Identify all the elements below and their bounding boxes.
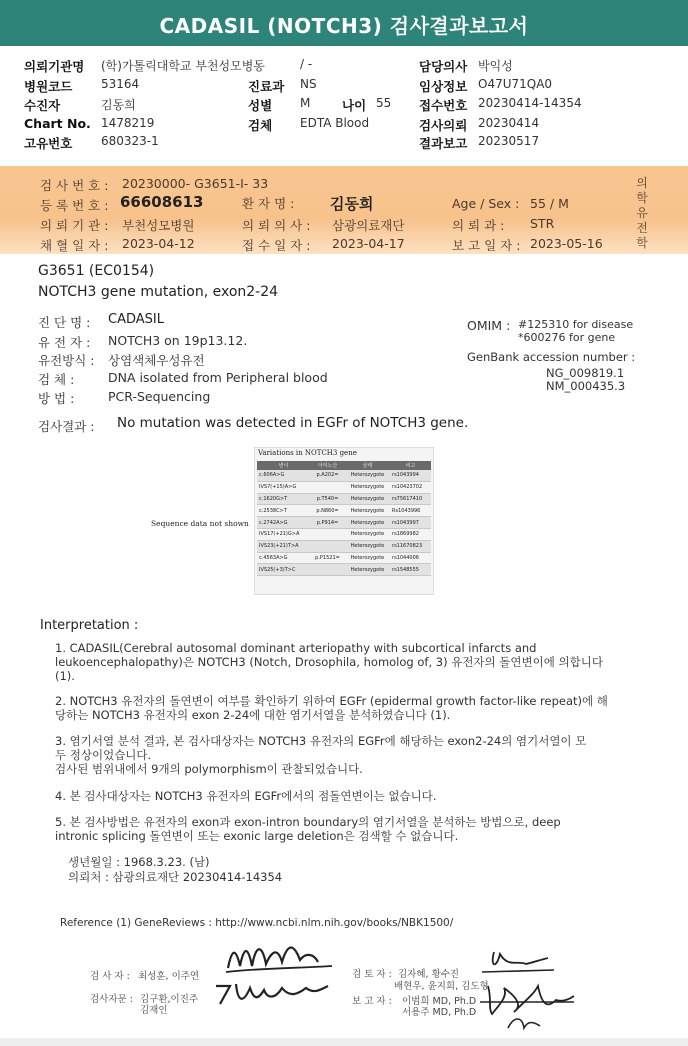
receipt-value: 20230414-14354: [478, 96, 582, 110]
spec-label: 검 체 :: [38, 372, 75, 387]
table-cell: Heterozygote: [345, 481, 390, 493]
omim-label: OMIM :: [467, 318, 511, 333]
tester-names: 최성훈, 이주연: [138, 971, 200, 982]
table-cell: Heterozygote: [345, 564, 390, 576]
result-value: No mutation was detected in EGFr of NOTCH3 gene.: [117, 415, 469, 431]
interp-p4: 4. 본 검사대상자는 NOTCH3 유전자의 EGFr에서의 점돌연변이는 없습니다.: [55, 789, 437, 803]
interp-p3-line1: 3. 염기서열 분석 결과, 본 검사대상자는 NOTCH3 유전자의 EGFr에 해당하는 exon2-24의 염기서열이 모: [55, 734, 587, 748]
table-row: [257, 505, 431, 517]
tester-label: 검 사 자 :: [90, 971, 130, 982]
tester-signature: [222, 938, 337, 978]
dept-label: 진료과: [248, 79, 285, 94]
department-vertical-label: 의학유전학: [636, 176, 648, 250]
hospital-extra: / -: [300, 57, 313, 71]
diag-label: 진 단 명 :: [38, 315, 91, 330]
interp-p2-line1: 2. NOTCH3 유전자의 돌연변이 여부를 확인하기 위하여 EGFr (epidermal growth factor-like repeat)에 해: [55, 694, 608, 708]
test-name: NOTCH3 gene mutation, exon2-24: [38, 284, 279, 300]
interp-p1-line2: leukoencephalopathy)은 NOTCH3 (Notch, Drosophila, homolog of, 3) 유전자의 돌연변이에 의합니다: [55, 655, 603, 669]
method-label: 방 법 :: [38, 391, 75, 406]
req-doc-label: 의 뢰 의 사 :: [242, 218, 311, 233]
patient-value: 김동희: [101, 98, 136, 112]
table-cell: rs1043997: [390, 517, 431, 529]
table-cell: [310, 528, 344, 540]
table-cell: IVS23(+21)T>A: [257, 540, 310, 552]
band-dept-value: STR: [530, 216, 555, 231]
reg-no-label: 등 록 번 호 :: [40, 198, 109, 213]
table-row: [257, 481, 431, 493]
table-cell: Rs1043996: [390, 505, 431, 517]
reviewer-names-1: 김자혜, 황수진: [398, 969, 460, 980]
table-cell: [310, 564, 344, 576]
variation-table: [254, 447, 434, 595]
omim-gene: *600276 for gene: [518, 331, 616, 344]
doctor-label: 담당의사: [419, 59, 468, 74]
advisor-label: 검사자문 :: [90, 994, 133, 1005]
table-row: [257, 493, 431, 505]
table-cell: p.P1521=: [310, 552, 344, 564]
reviewer-label: 검 토 자 :: [352, 969, 392, 980]
table-cell: rs11670823: [390, 540, 431, 552]
interp-p5-line1: 5. 본 검사방법은 유전자의 exon과 exon-intron boundary의 염기서열을 분석하는 방법으로, deep: [55, 815, 561, 829]
table-row: [257, 517, 431, 529]
title-bar: [0, 0, 688, 46]
reporter-signature: [478, 980, 578, 1038]
sequence-note: Sequence data not shown: [151, 519, 249, 528]
variation-table-caption: Variations in NOTCH3 gene: [258, 449, 357, 457]
unique-label: 고유번호: [24, 136, 73, 151]
omim-disease: #125310 for disease: [518, 318, 634, 331]
requester: 의뢰처 : 삼광의료재단 20230414-14354: [68, 870, 283, 884]
genbank-ng: NG_009819.1: [546, 366, 625, 380]
report-title: CADASIL (NOTCH3) 검사결과보고서: [159, 14, 529, 38]
table-cell: [310, 540, 344, 552]
table-cell: rs75617410: [390, 493, 431, 505]
table-cell: Heterozygote: [345, 528, 390, 540]
table-cell: [310, 481, 344, 493]
age-sex-value: 55 / M: [530, 196, 569, 211]
clinical-value: O47U71QA0: [478, 77, 553, 91]
clinical-label: 임상정보: [419, 79, 468, 94]
draw-label: 채 혈 일 자 :: [40, 238, 109, 253]
hospital-value: (학)가톨릭대학교 부천성모병동: [101, 59, 265, 73]
inherit-label: 유전방식 :: [38, 353, 95, 368]
request-value: 20230414: [478, 116, 540, 130]
test-no-value: 20230000- G3651-I- 33: [122, 176, 269, 191]
table-cell: Heterozygote: [345, 552, 390, 564]
age-sex-label: Age / Sex :: [452, 196, 520, 211]
advisor-names-2: 김재인: [140, 1005, 168, 1016]
interp-p3-line2: 두 정상이었습니다.: [55, 748, 152, 762]
genbank-nm: NM_000435.3: [546, 379, 626, 393]
table-cell: c.4563A>G: [257, 552, 310, 564]
report-date-label: 결과보고: [419, 136, 468, 151]
reviewer-signature: [478, 946, 558, 976]
table-row: [257, 540, 431, 552]
table-row: [257, 528, 431, 540]
specimen-label: 검체: [248, 118, 273, 133]
interp-p3-line3: 검사된 범위내에서 9개의 polymorphism이 관찰되었습니다.: [55, 762, 363, 776]
chart-label: Chart No.: [24, 116, 91, 131]
band-patient-label: 환 자 명 :: [242, 196, 295, 211]
test-code: G3651 (EC0154): [38, 263, 155, 279]
reporter-names-2: 서용주 MD, Ph.D: [402, 1007, 477, 1018]
col-header: 아미노산: [310, 461, 344, 470]
genbank-label: GenBank accession number :: [467, 350, 636, 364]
col-header: 변이: [257, 461, 310, 470]
table-cell: p.P914=: [310, 517, 344, 529]
table-cell: rs1869982: [390, 528, 431, 540]
dept-value: NS: [300, 77, 317, 91]
table-cell: Heterozygote: [345, 493, 390, 505]
band-report-value: 2023-05-16: [530, 236, 603, 251]
variation-table-grid: [257, 461, 431, 576]
table-cell: c.2538C>T: [257, 505, 310, 517]
sex-label: 성별: [248, 98, 273, 113]
advisor-names-1: 김구환,이진주: [140, 994, 199, 1005]
specimen-value: EDTA Blood: [300, 116, 370, 130]
table-cell: rs1548555: [390, 564, 431, 576]
code-label: 병원코드: [24, 79, 73, 94]
diag-value: CADASIL: [108, 312, 164, 327]
col-header: 상태: [345, 461, 390, 470]
table-cell: c.606A>G: [257, 470, 310, 481]
table-row: [257, 552, 431, 564]
gene-value: NOTCH3 on 19p13.12.: [108, 333, 248, 348]
table-row: [257, 564, 431, 576]
table-cell: Heterozygote: [345, 540, 390, 552]
draw-value: 2023-04-12: [122, 236, 195, 251]
interpretation-heading: Interpretation :: [40, 618, 139, 633]
interp-p2-line2: 당하는 NOTCH3 유전자의 exon 2-24에 대한 염기서열을 분석하였습니다 (1).: [55, 708, 451, 722]
table-cell: p.T540=: [310, 493, 344, 505]
result-label: 검사결과 :: [38, 419, 95, 434]
band-dept-label: 의 뢰 과 :: [452, 218, 505, 233]
receipt-label: 접수번호: [419, 98, 468, 113]
reporter-label: 보 고 자 :: [352, 996, 392, 1007]
band-report-label: 보 고 일 자 :: [452, 238, 521, 253]
table-cell: rs1044006: [390, 552, 431, 564]
reporter-names-1: 이범희 MD, Ph.D: [402, 996, 477, 1007]
chart-value: 1478219: [101, 116, 155, 130]
table-cell: IVS7(+15)A>G: [257, 481, 310, 493]
table-cell: Heterozygote: [345, 517, 390, 529]
interp-p5-line2: intronic splicing 돌연변이 또는 exonic large deletion은 검색할 수 없습니다.: [55, 829, 459, 843]
spec-value: DNA isolated from Peripheral blood: [108, 370, 328, 385]
unique-value: 680323-1: [101, 134, 159, 148]
reference: Reference (1) GeneReviews : http://www.ncbi.nlm.nih.gov/books/NBK1500/: [60, 917, 454, 929]
req-doc-value: 삼광의료재단: [332, 218, 405, 233]
table-cell: c.1620G>T: [257, 493, 310, 505]
recv-value: 2023-04-17: [332, 236, 405, 251]
reviewer-names-2: 배현우, 윤지희, 김도형: [394, 981, 489, 992]
table-cell: Heterozygote: [345, 505, 390, 517]
reg-no-value: 66608613: [120, 193, 204, 211]
table-row: [257, 470, 431, 481]
recv-label: 접 수 일 자 :: [242, 238, 311, 253]
inherit-value: 상염색체우성유전: [108, 353, 205, 368]
report-date-value: 20230517: [478, 134, 540, 148]
request-label: 검사의뢰: [419, 118, 468, 133]
band-patient-value: 김동희: [330, 195, 374, 213]
sex-value: M: [300, 96, 311, 110]
table-cell: p.A202=: [310, 470, 344, 481]
table-cell: rs10423702: [390, 481, 431, 493]
col-header: 비고: [390, 461, 431, 470]
table-cell: p.N860=: [310, 505, 344, 517]
test-no-label: 검 사 번 호 :: [40, 178, 109, 193]
birth-date: 생년월일 : 1968.3.23. (남): [68, 855, 210, 869]
gene-label: 유 전 자 :: [38, 335, 91, 350]
method-value: PCR-Sequencing: [108, 389, 211, 404]
table-cell: IVS17(+21)G>A: [257, 528, 310, 540]
table-cell: c.2742A>G: [257, 517, 310, 529]
table-cell: Heterozygote: [345, 470, 390, 481]
inst-value: 부천성모병원: [122, 218, 195, 233]
patient-label: 수진자: [24, 98, 61, 113]
advisor-signature: [210, 978, 335, 1010]
code-value: 53164: [101, 77, 140, 91]
interp-p1-line1: 1. CADASIL(Cerebral autosomal dominant arteriopathy with subcortical infarcts and: [55, 641, 537, 655]
interp-p1-line3: (1).: [55, 669, 75, 683]
table-cell: rs1043994: [390, 470, 431, 481]
hospital-label: 의뢰기관명: [24, 59, 85, 74]
table-cell: IVS25(+3)T>C: [257, 564, 310, 576]
age-label: 나이: [342, 98, 367, 113]
inst-label: 의 뢰 기 관 :: [40, 218, 109, 233]
age-value: 55: [376, 96, 392, 110]
bottom-strip: [0, 1038, 688, 1046]
doctor-value: 박익성: [478, 59, 513, 73]
